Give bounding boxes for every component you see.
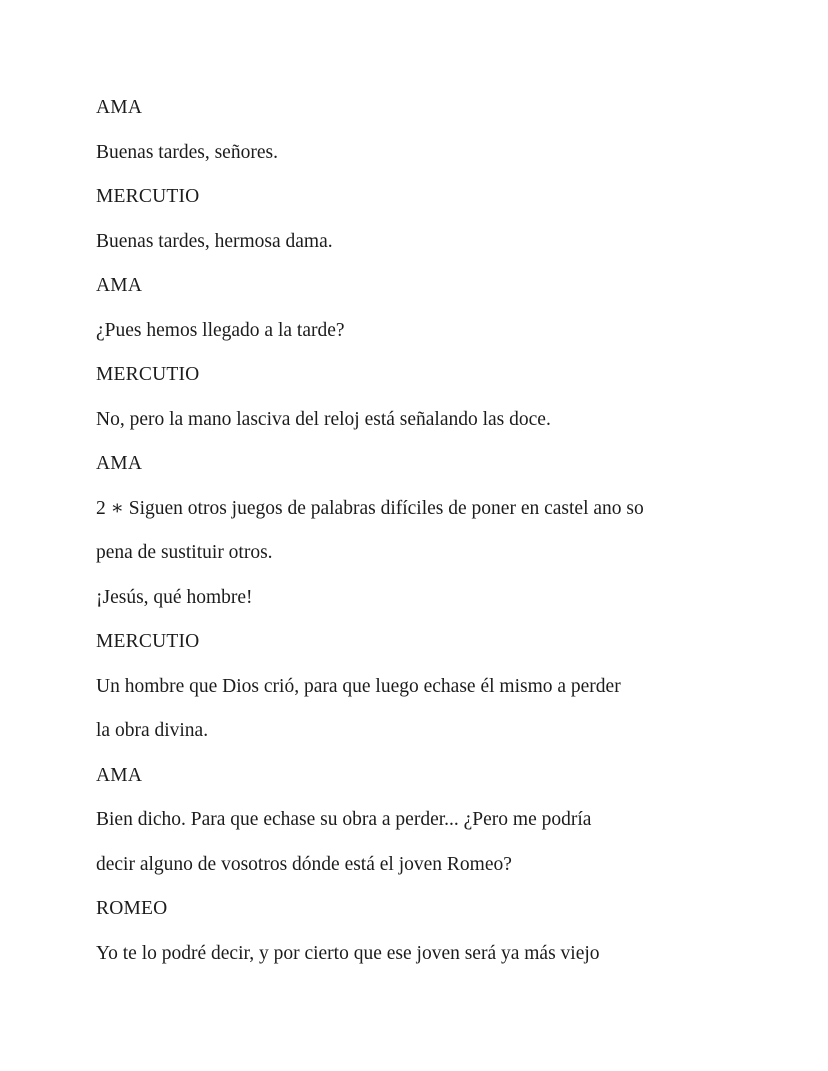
speaker-name: MERCUTIO [96, 186, 200, 207]
dialogue-line: Un hombre que Dios crió, para que luego echase él mismo a perder [96, 675, 621, 697]
speaker-name: AMA [96, 97, 143, 118]
dialogue-line: Bien dicho. Para que echase su obra a perder... ¿Pero me podría [96, 809, 592, 830]
dialogue-line: Yo te lo podré decir, y por cierto que ese joven será ya más viejo [96, 942, 600, 964]
speaker-name: AMA [96, 275, 143, 296]
script-lines [96, 86, 758, 976]
speaker-name: MERCUTIO [96, 364, 200, 385]
dialogue-line: No, pero la mano lasciva del reloj está señalando las doce. [96, 408, 551, 430]
dialogue-line: ¿Pues hemos llegado a la tarde? [96, 319, 345, 341]
dialogue-line: 2 ∗ Siguen otros juegos de palabras difíciles de poner en castel ano so [96, 497, 644, 519]
dialogue-line: pena de sustituir otros. [96, 542, 273, 563]
speaker-name: MERCUTIO [96, 631, 200, 652]
dialogue-line: decir alguno de vosotros dónde está el joven Romeo? [96, 853, 512, 875]
dialogue-line: ¡Jesús, qué hombre! [96, 586, 253, 608]
speaker-name: AMA [96, 453, 143, 474]
speaker-name: ROMEO [96, 898, 168, 919]
dialogue-line: Buenas tardes, hermosa dama. [96, 230, 333, 252]
speaker-name: AMA [96, 764, 143, 786]
dialogue-line: la obra divina. [96, 720, 209, 741]
dialogue-line: Buenas tardes, señores. [96, 141, 278, 163]
